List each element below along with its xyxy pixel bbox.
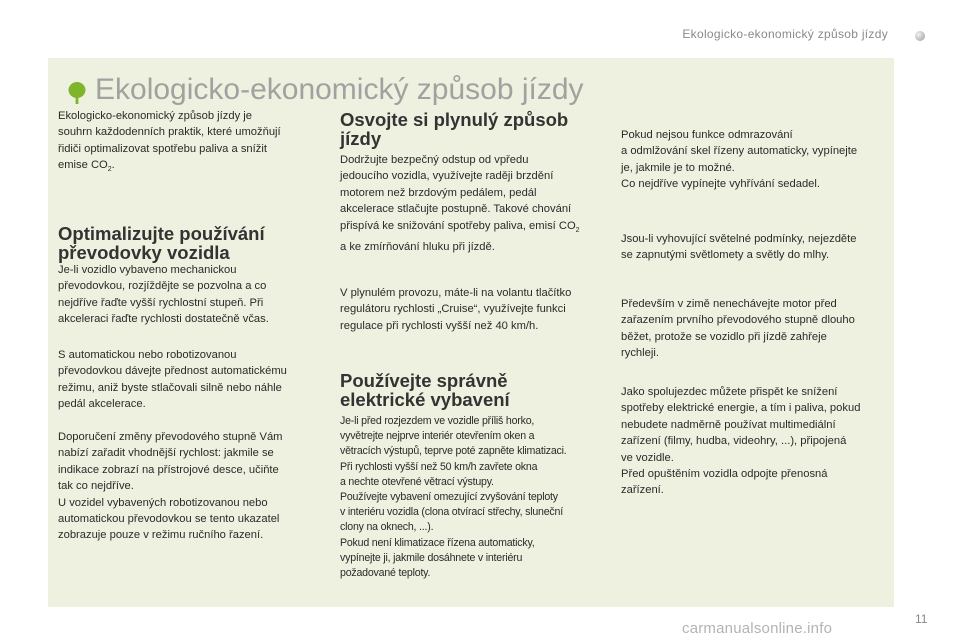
text-line: zařízení (filmy, hudba, videohry, ...), připojená bbox=[621, 435, 847, 448]
text-line: ve vozidle. bbox=[621, 451, 674, 464]
text-line: a nechte otevřené větrací výstupy. bbox=[340, 475, 494, 488]
text-line: požadované teploty. bbox=[340, 567, 431, 580]
text-line: Dodržujte bezpečný odstup od vpředu bbox=[340, 154, 529, 166]
co2-text: emise CO bbox=[58, 159, 108, 172]
text-line: vypínejte ji, jakmile dosáhnete v interiéru bbox=[340, 551, 523, 564]
lights-paragraph bbox=[621, 231, 856, 264]
text-line: nebudete nadměrně používat multimediální bbox=[621, 418, 836, 431]
text-line: Pokud není klimatizace řízena automaticky, bbox=[340, 536, 535, 549]
defrost-paragraph bbox=[621, 127, 857, 193]
text-line: Jako spolujezdec můžete přispět ke snížení bbox=[621, 386, 838, 398]
text-end: . bbox=[111, 159, 115, 172]
passenger-paragraph bbox=[621, 384, 860, 499]
gearbox-paragraph-manual bbox=[58, 262, 269, 328]
section-heading-electrical bbox=[340, 371, 510, 409]
page-number: 11 bbox=[915, 612, 928, 626]
text-line: automatickou převodovkou se tento ukazatel bbox=[58, 513, 280, 526]
text-line: tak co nejdříve. bbox=[58, 480, 134, 493]
subscript: 2 bbox=[575, 226, 580, 234]
text-line: a odmlžování skel řízeny automaticky, vypínejte bbox=[621, 145, 858, 158]
text-line: Jsou-li vyhovující světelné podmínky, nejezděte bbox=[621, 233, 857, 245]
electrical-paragraph bbox=[340, 414, 567, 581]
text-line: nejdříve řaďte vyšší rychlostní stupeň. Při bbox=[58, 296, 264, 309]
cruise-paragraph bbox=[340, 285, 571, 334]
heading-line: Osvojte si plynulý způsob bbox=[340, 109, 569, 130]
text-line: regulátoru rychlosti „Cruise“, využívejte funkci bbox=[340, 303, 566, 316]
intro-paragraph bbox=[58, 108, 281, 179]
text-line: Je-li vozidlo vybaveno mechanickou bbox=[58, 264, 237, 276]
text-line: řidiči optimalizovat spotřebu paliva a snížit bbox=[58, 142, 267, 155]
running-head: Ekologicko-ekonomický způsob jízdy bbox=[682, 27, 888, 41]
co2-text: přispívá ke snižování spotřeby paliva, emisí CO bbox=[340, 219, 576, 232]
text-line: zařazením prvního převodového stupně dlouho bbox=[621, 314, 855, 327]
text-line: je, jakmile je to možné. bbox=[621, 161, 735, 174]
text-line: Používejte vybavení omezující zvyšování teploty bbox=[340, 491, 558, 504]
text-line bbox=[340, 218, 580, 239]
text-line: Především v zimě nenechávejte motor před bbox=[621, 298, 837, 310]
section-heading-driving bbox=[340, 110, 568, 148]
text-line: převodovkou dávejte přednost automatickému bbox=[58, 365, 287, 378]
text-line: clony na oknech, ...). bbox=[340, 521, 434, 534]
text-line: vyvětrejte nejprve interiér otevřením oken a bbox=[340, 430, 535, 443]
text-line: se zapnutými světlomety a světly do mlhy. bbox=[621, 249, 830, 262]
text-line: U vozidel vybavených robotizovanou nebo bbox=[58, 496, 268, 509]
text-line: jedoucího vozidla, využívejte raději brzdění bbox=[340, 170, 554, 183]
text-line: větracích výstupů, teprve poté zapněte klimatizaci. bbox=[340, 445, 567, 458]
heading-line: elektrické vybavení bbox=[340, 389, 510, 410]
text-line: běžet, protože se vozidlo při jízdě zahřeje bbox=[621, 330, 827, 343]
text-line: S automatickou nebo robotizovanou bbox=[58, 349, 237, 361]
text-line: souhrn každodenních praktik, které umožňují bbox=[58, 126, 281, 139]
winter-paragraph bbox=[621, 296, 855, 362]
text-line: spotřeby elektrické energie, a tím i paliva, pokud bbox=[621, 402, 861, 415]
text-line: motorem než brzdovým pedálem, pedál bbox=[340, 186, 537, 199]
heading-line: převodovky vozidla bbox=[58, 242, 230, 263]
text-line: regulace při rychlosti vyšší než 40 km/h. bbox=[340, 319, 539, 332]
text-line: V plynulém provozu, máte-li na volantu tlačítko bbox=[340, 287, 572, 299]
running-head-dot bbox=[915, 31, 925, 41]
text-line: zobrazuje pouze v režimu ručního řazení. bbox=[58, 529, 264, 542]
text-line: a ke zmírňování hluku při jízdě. bbox=[340, 241, 495, 254]
text-line: režimu, aniž byste stlačovali silně nebo náhle bbox=[58, 381, 282, 394]
text-line: převodovkou, rozjíždějte se pozvolna a co bbox=[58, 280, 267, 293]
text-line: Před opuštěním vozidla odpojte přenosná bbox=[621, 468, 828, 481]
text-line: Při rychlosti vyšší než 50 km/h zavřete okna bbox=[340, 460, 538, 473]
text-line: Pokud nejsou funkce odmrazování bbox=[621, 129, 793, 141]
text-line: Co nejdříve vypínejte vyhřívání sedadel. bbox=[621, 178, 820, 191]
gearbox-paragraph-automatic bbox=[58, 347, 287, 413]
text-line: Ekologicko-ekonomický způsob jízdy je bbox=[58, 110, 253, 122]
text-line: Je-li před rozjezdem ve vozidle příliš horko, bbox=[340, 415, 535, 427]
gearbox-paragraph-indicator bbox=[58, 429, 283, 544]
subscript: 2 bbox=[107, 166, 112, 174]
text-line: v interiéru vozidla (clona otvírací střechy, sluneční bbox=[340, 506, 563, 519]
text-line bbox=[58, 157, 281, 178]
page-title: Ekologicko-ekonomický způsob jízdy bbox=[95, 73, 584, 106]
text-line: akcelerace stlačujte postupně. Takové chování bbox=[340, 203, 572, 216]
text-line: pedál akcelerace. bbox=[58, 398, 146, 411]
text-line: rychleji. bbox=[621, 347, 659, 360]
section-heading-gearbox bbox=[58, 224, 265, 262]
text-line: nabízí zařadit vhodnější rychlost: jakmile se bbox=[58, 447, 274, 460]
text-line: akceleraci řaďte rychlosti dostatečně včas. bbox=[58, 313, 269, 326]
text-line: indikace zobrazí na přístrojové desce, učiňte bbox=[58, 463, 279, 476]
text-line: zařízení. bbox=[621, 484, 664, 497]
heading-line: jízdy bbox=[340, 128, 382, 149]
text-line: Doporučení změny převodového stupně Vám bbox=[58, 431, 283, 443]
tree-icon bbox=[68, 82, 86, 104]
driving-paragraph bbox=[340, 152, 580, 255]
heading-line: Optimalizujte používání bbox=[58, 223, 265, 244]
watermark: carmanualsonline.info bbox=[682, 620, 833, 637]
heading-line: Používejte správně bbox=[340, 370, 508, 391]
